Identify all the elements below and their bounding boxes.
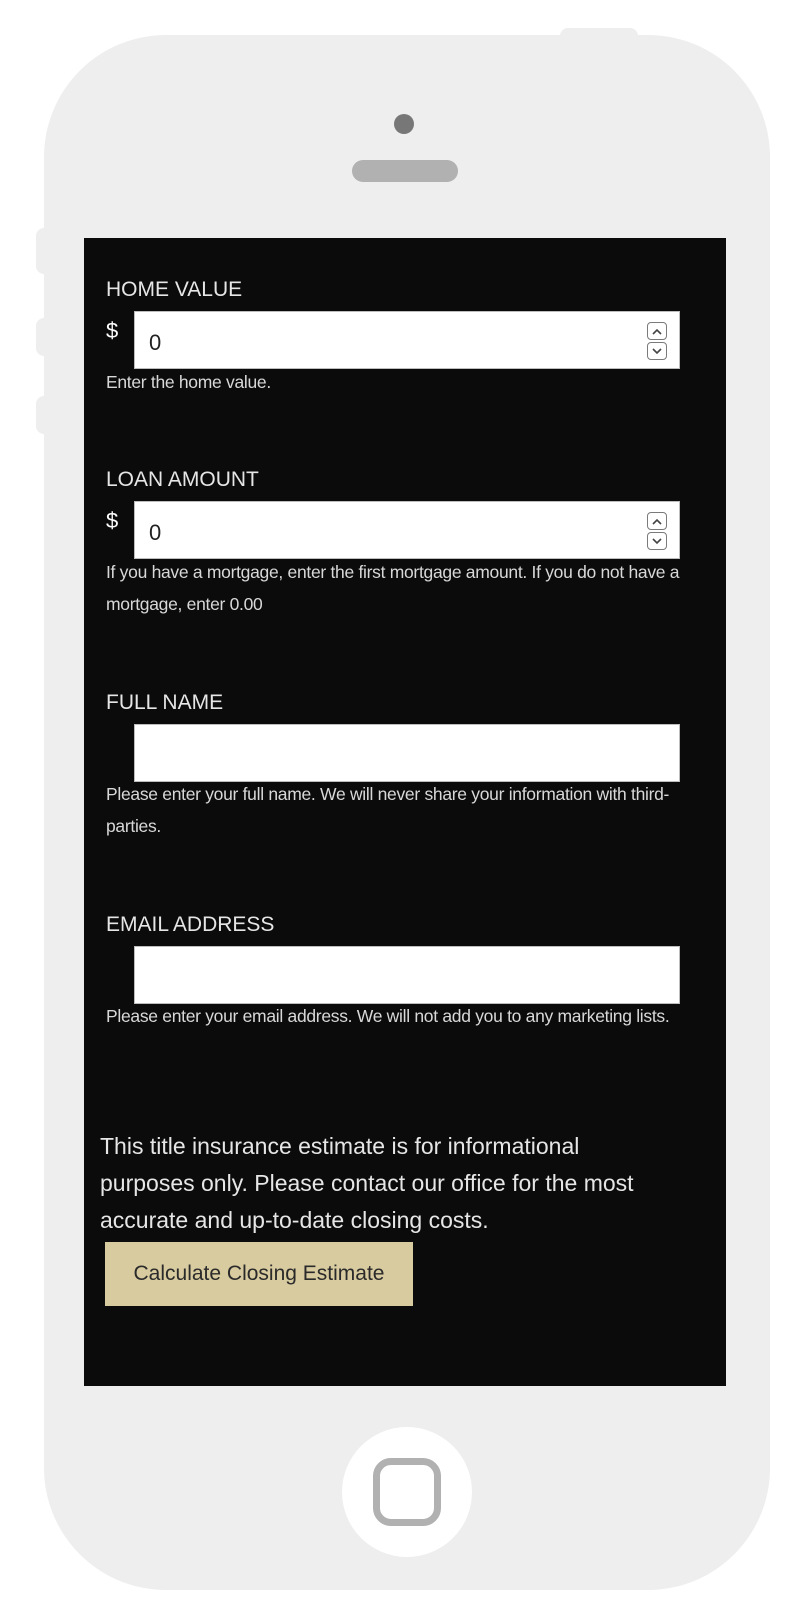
email-address-label: EMAIL ADDRESS [106,913,275,936]
loan-amount-label: LOAN AMOUNT [106,468,259,491]
loan-amount-spinner[interactable] [647,512,667,550]
disclaimer-text: This title insurance estimate is for informational purposes only. Please contact our office for the most accurate and up-to-date closing costs. [100,1133,634,1233]
phone-volume-up-button [36,318,56,356]
phone-volume-down-button [36,396,56,434]
phone-mute-switch [36,228,56,274]
home-value-input-value: 0 [149,330,162,355]
phone-top-button [560,28,638,48]
home-value-currency-symbol: $ [106,318,119,343]
speaker-icon [352,160,458,182]
full-name-input[interactable] [134,724,680,782]
loan-amount-help-text: If you have a mortgage, enter the first mortgage amount. If you do not have a mortgage, enter 0.00 [106,562,680,614]
loan-amount-currency-symbol: $ [106,508,119,533]
email-address-input[interactable] [134,946,680,1004]
home-value-spinner[interactable] [647,322,667,360]
camera-icon [394,114,414,134]
home-value-help-text: Enter the home value. [106,372,271,392]
loan-amount-input-value: 0 [149,520,162,545]
full-name-label: FULL NAME [106,691,224,714]
calculate-closing-estimate-button[interactable]: Calculate Closing Estimate [105,1242,413,1306]
phone-screen [84,238,726,1386]
email-address-help-text: Please enter your email address. We will not add you to any marketing lists. [106,1006,670,1026]
home-value-label: HOME VALUE [106,278,243,301]
home-button-icon[interactable] [342,1427,472,1557]
full-name-help-text: Please enter your full name. We will never share your information with third-parties. [106,784,670,836]
chevron-down-icon[interactable] [647,342,667,360]
chevron-down-icon[interactable] [647,532,667,550]
chevron-up-icon[interactable] [647,322,667,340]
home-value-input[interactable] [134,311,680,369]
home-square-icon [373,1458,441,1526]
loan-amount-input[interactable] [134,501,680,559]
chevron-up-icon[interactable] [647,512,667,530]
